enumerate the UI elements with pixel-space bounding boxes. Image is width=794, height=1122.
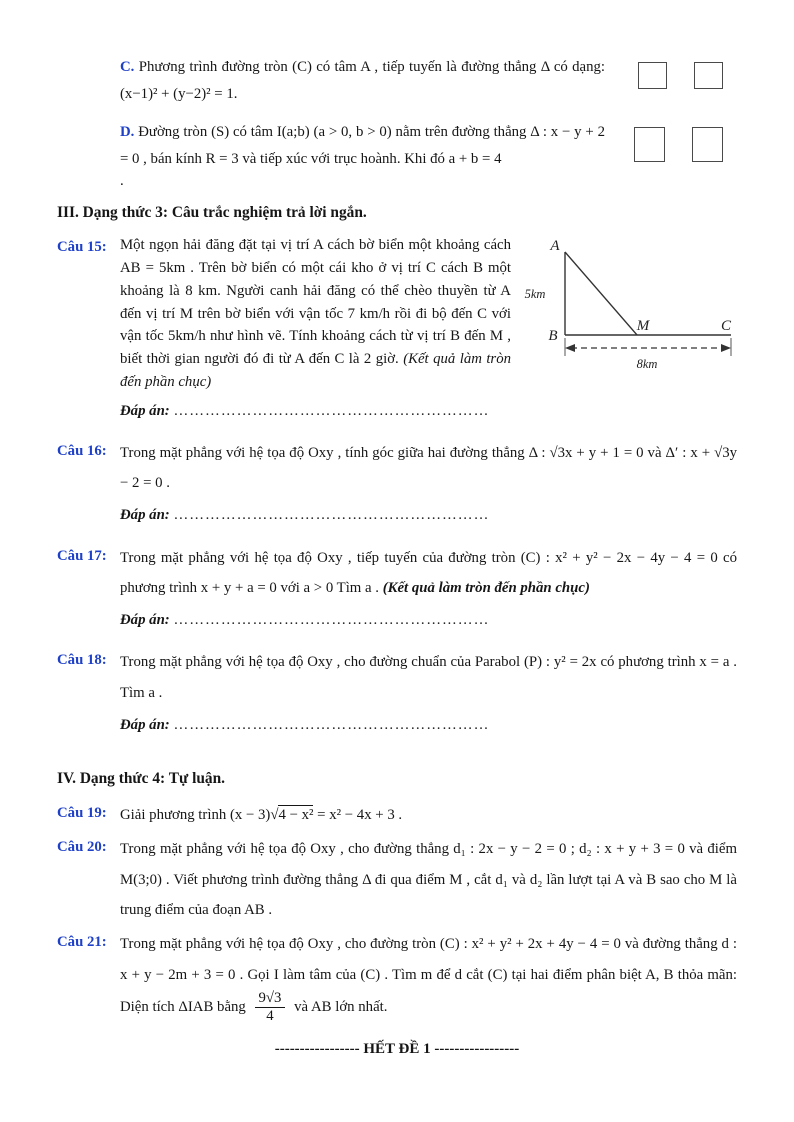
section-4-heading: IV. Dạng thức 4: Tự luận. <box>57 770 226 788</box>
option-d-answer-boxes <box>605 119 737 172</box>
answer-box[interactable] <box>634 127 665 162</box>
question-18 <box>57 647 737 748</box>
question-18-content <box>120 647 737 748</box>
answer-line-17 <box>120 606 737 634</box>
question-16-content <box>120 438 737 539</box>
answer-box[interactable] <box>694 62 723 89</box>
answer-dots[interactable]: …………………………………………………… <box>173 612 490 629</box>
option-c-text <box>57 54 605 107</box>
question-21-post: và AB lớn nhất. <box>290 999 388 1015</box>
question-15-body-row <box>120 234 737 393</box>
figure-line-am <box>565 252 637 335</box>
answer-box[interactable] <box>638 62 667 89</box>
fraction-denominator: 4 <box>266 1008 274 1025</box>
question-21-label: Câu 21: <box>57 934 107 951</box>
question-20 <box>57 834 737 925</box>
answer-label: Đáp án: <box>120 612 170 629</box>
figure-arrowhead-right <box>721 344 731 352</box>
option-d-text <box>57 119 605 172</box>
question-18-text: Trong mặt phẳng với hệ tọa độ Oxy , cho đường chuẩn của Parabol (P) : y² = 2x có phương trình x = a . Tìm a . <box>120 654 737 701</box>
question-19-content <box>120 800 737 830</box>
question-20-text: Trong mặt phẳng với hệ tọa độ Oxy , cho đường thẳng d₁ : 2x − y − 2 = 0 ; d₂ : x + y + 3 = 0 và điểm M(3;0) . Viết phương trình đường thẳng Δ đi qua điểm M , cắt d₁ và d₂ lần lượt tại A và B sao cho M là trung điểm của đoạn AB . <box>120 841 737 919</box>
question-17 <box>57 543 737 644</box>
answer-dots[interactable]: …………………………………………………… <box>173 402 490 419</box>
figure-arrowhead-left <box>565 344 575 352</box>
question-19-text <box>120 800 737 830</box>
question-19-radicand: 4 − x² <box>278 807 314 824</box>
option-c-body: Phương trình đường tròn (C) có tâm A , tiếp tuyến là đường thẳng Δ có dạng: (x−1)² + (y−2)² = 1. <box>120 59 605 102</box>
answer-label: Đáp án: <box>120 402 170 419</box>
sqrt-sign: √ <box>270 807 279 824</box>
question-21-body: Trong mặt phẳng với hệ tọa độ Oxy , cho đường tròn (C) : x² + y² + 2x + 4y − 4 = 0 và đường thẳng d : x + y − 2m + 3 = 0 . Gọi I làm tâm của (C) . Tìm m để d cắt (C) tại hai điểm phân biệt A, B thỏa mãn: Diện tích ΔIAB bằng <box>120 936 737 1015</box>
question-15-note: (Kết quả làm tròn đến phần chục) <box>120 351 511 390</box>
answer-line-15 <box>120 397 737 425</box>
question-16 <box>57 438 737 539</box>
lighthouse-figure-svg <box>519 236 737 376</box>
answer-box[interactable] <box>692 127 723 162</box>
figure-label-m: M <box>636 318 650 335</box>
question-19-pre: Giải phương trình (x − 3) <box>120 807 271 824</box>
question-21-content <box>120 929 737 1025</box>
question-17-note: (Kết quả làm tròn đến phần chục) <box>382 579 590 596</box>
figure-label-a: A <box>550 238 560 255</box>
section-3-heading: III. Dạng thức 3: Câu trắc nghiệm trả lời ngắn. <box>57 204 367 222</box>
figure-label-c: C <box>720 318 732 335</box>
option-d-body: Đường tròn (S) có tâm I(a;b) (a > 0, b > 0) nằm trên đường thẳng Δ : x − y + 2 = 0 , bán kính R = 3 và tiếp xúc với trục hoành. Khi đó a + b = 4 <box>120 124 605 167</box>
answer-label: Đáp án: <box>120 717 170 734</box>
answer-line-18 <box>120 711 737 739</box>
fraction-numerator: 9√3 <box>255 990 286 1008</box>
question-18-label: Câu 18: <box>57 652 107 669</box>
option-d-row <box>57 119 737 172</box>
question-17-body: Trong mặt phẳng với hệ tọa độ Oxy , tiếp tuyến của đường tròn (C) : x² + y² − 2x − 4y − 4 = 0 có phương trình x + y + a = 0 với a > 0 Tìm a . <box>120 549 737 596</box>
option-c-label: C. <box>120 59 135 75</box>
question-17-text <box>120 543 737 604</box>
figure-label-b: B <box>548 328 558 345</box>
question-15 <box>57 234 737 434</box>
question-21 <box>57 929 737 1025</box>
answer-label: Đáp án: <box>120 507 170 524</box>
answer-dots[interactable]: …………………………………………………… <box>173 507 490 524</box>
option-d-trailing-dot: . <box>120 172 124 189</box>
question-20-content <box>120 834 737 925</box>
question-17-label: Câu 17: <box>57 547 107 564</box>
question-21-text <box>120 929 737 1025</box>
question-15-content <box>120 234 737 434</box>
figure-label-5km: 5km <box>524 287 546 302</box>
question-20-label: Câu 20: <box>57 839 107 856</box>
question-17-content <box>120 543 737 644</box>
question-15-label: Câu 15: <box>57 239 107 256</box>
question-16-text: Trong mặt phẳng với hệ tọa độ Oxy , tính góc giữa hai đường thẳng Δ : √3x + y + 1 = 0 và Δ′ : x + √3y − 2 = 0 . <box>120 444 737 492</box>
question-19-post: = x² − 4x + 3 . <box>313 807 403 824</box>
question-16-label: Câu 16: <box>57 442 107 459</box>
lighthouse-figure <box>519 234 737 393</box>
question-15-body: Một ngọn hải đăng đặt tại vị trí A cách bờ biển một khoảng cách AB = 5km . Trên bờ biển có một cái kho ở vị trí C cách B một khoảng là 8 km. Người canh hải đăng có thể chèo thuyền từ A đến vị trí M trên bờ biển với vận tốc 7 km/h rồi đi bộ đến C với vận tốc 5km/h như hình vẽ. Tính khoảng cách từ vị trí B đến M , biết thời gian người đó đi từ A đến C là 2 giờ. <box>120 237 511 368</box>
option-c-answer-boxes <box>605 54 737 107</box>
option-d-label: D. <box>120 124 135 141</box>
option-c-row <box>57 54 737 107</box>
fraction-9sqrt3-over-4 <box>255 990 286 1025</box>
question-19-label: Câu 19: <box>57 805 107 822</box>
figure-label-8km: 8km <box>636 357 658 372</box>
question-15-text <box>120 234 511 393</box>
footer-end-text: ----------------- HẾT ĐỀ 1 ----------------- <box>274 1041 520 1058</box>
answer-dots[interactable]: …………………………………………………… <box>173 717 490 734</box>
question-19 <box>57 800 737 830</box>
answer-line-16 <box>120 501 737 529</box>
